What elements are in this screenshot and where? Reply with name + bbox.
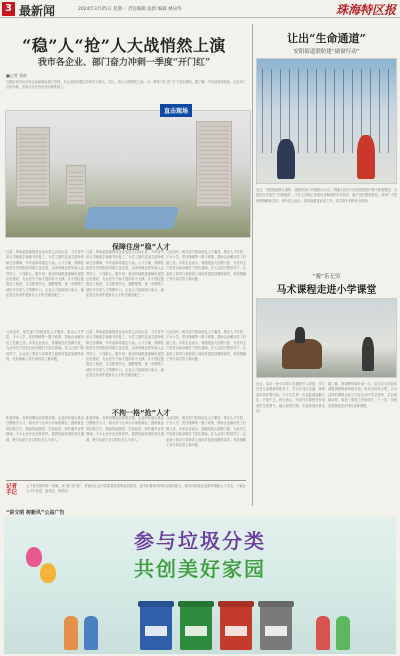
- right-bottom-body: 据了解，该课程每周开设一次，由专业马术俱乐部提供教练和场地支持。家长们纷纷点赞，认为这样的课程让孩子们在运动中学会坚持、学会照顾动物，收获了课堂之外的成长。下一步，学校还将探索更多特色体育课程。: [328, 382, 397, 408]
- building-shape: [196, 121, 232, 207]
- body-column: 日前，珠海某智能制造企业负责人告诉记者，今年春节前公司就着手谋划节后复工，为员工提供往返交通补贴和住房保障，节后返岗率超过九成。人才公寓、保障性租赁住房等配套设施日益完善，让来珠就业的年轻人住得安心、干得舒心。据介绍，我市持续推进保障性租赁住房建设，为企业引才留才提供有力支撑。多个园区配建员工宿舍，生活配套齐全，通勤便利，进一步增强了城市对各类人才的吸引力。企业人力资源部门表示，稳定的住房条件是留住人才的关键因素之一。: [6, 250, 84, 298]
- child-figure: [64, 616, 78, 650]
- right-bottom-headline: 马术课程走进小学课堂: [276, 285, 377, 296]
- child-figure: [336, 616, 350, 650]
- kitchen-waste-bin: [180, 606, 212, 650]
- child-figure: [316, 616, 330, 650]
- body-column: 与此同时，相关部门持续优化人才服务，推出人才安居、子女入学、医疗保障等一揽子政策，帮助企业解决员工后顾之忧。多家企业表示，将继续加大招聘力度，为全年生产经营目标冲刺打下坚实基础。在人社部门的指导下，企业用工需求与求职者之间的对接更加精准高效，有效缓解了部分岗位招工难问题。: [166, 416, 246, 448]
- body-column: 与此同时，相关部门持续优化人才服务，推出人才安居、子女入学、医疗保障等一揽子政策，帮助企业解决员工后顾之忧。多家企业表示，将继续加大招聘力度，为全年生产经营目标冲刺打下坚实基础。在人社部门的指导下，企业用工需求与求职者之间的对接更加精准高效，有效缓解了部分岗位招工难问题。: [166, 330, 246, 362]
- rider-figure: [295, 327, 305, 343]
- hazardous-bin: [220, 606, 252, 650]
- garbage-sorting-banner: [4, 517, 396, 654]
- banner-headline-2: 共创美好家园: [134, 557, 266, 581]
- body-column: 新春伊始，各地招聘活动密集开展，企业纷纷拿出真金白银吸引人才。我市多个区举办专场招聘会，提供就业岗位数万个，涵盖智能制造、生物医药、现代服务业等领域。不少企业开出优厚条件，提供技能培训和晋升通道，吸引应届毕业生和技术人才加入。: [6, 416, 84, 442]
- right-top-headline: 让出“生命通道”: [287, 32, 366, 45]
- masthead-logo: 珠海特区报: [335, 3, 396, 17]
- coach-figure: [362, 337, 374, 371]
- reporter-note-text: 人才是发展的第一资源。从“稳”到“抢”，折射出企业对高质量发展的迫切需求，也考验着城市的综合服务能力。唯有持续优化营商环境和人才生态，才能让人才引得进、留得住、用得好。: [26, 484, 246, 494]
- building-shape: [16, 127, 50, 207]
- body-column: 日前，珠海某智能制造企业负责人告诉记者，今年春节前公司就着手谋划节后复工，为员工提供往返交通补贴和住房保障，节后返岗率超过九成。人才公寓、保障性租赁住房等配套设施日益完善，让来珠就业的年轻人住得安心、干得舒心。据介绍，我市持续推进保障性租赁住房建设，为企业引才留才提供有力支撑。多个园区配建员工宿舍，生活配套齐全，通勤便利，进一步增强了城市对各类人才的吸引力。企业人力资源部门表示，稳定的住房条件是留住人才的关键因素之一。: [86, 330, 164, 378]
- worker-figure: [277, 139, 295, 179]
- reporter-note: [6, 480, 246, 506]
- header-meta: 2024年3月25日 星期一 责任编辑 张群 编辑 林泉华: [78, 7, 182, 12]
- main-headline: “稳”人“抢”人大战悄然上演: [22, 36, 226, 55]
- subhead-housing: 保障住房“稳”人才: [112, 243, 171, 251]
- body-column: 与此同时，相关部门持续优化人才服务，推出人才安居、子女入学、医疗保障等一揽子政策，帮助企业解决员工后顾之忧。多家企业表示，将继续加大招聘力度，为全年生产经营目标冲刺打下坚实基础。在人社部门的指导下，企业用工需求与求职者之间的对接更加精准高效，有效缓解了部分岗位招工难问题。: [6, 330, 84, 362]
- body-column: 新春伊始，各地招聘活动密集开展，企业纷纷拿出真金白银吸引人才。我市多个区举办专场招聘会，提供就业岗位数万个，涵盖智能制造、生物医药、现代服务业等领域。不少企业开出优厚条件，提供技能培训和晋升通道，吸引应届毕业生和技术人才加入。: [86, 416, 164, 442]
- section-name: 最新闻: [19, 4, 56, 18]
- other-waste-bin: [260, 606, 292, 650]
- child-figure: [84, 616, 98, 650]
- horse-shape: [282, 339, 322, 369]
- lead-paragraph: 近期记者走访多家企业和职能部门发现，各企业纷纷通过多种方式留人、招人，抢人大战悄然上演，为一季度“开门红”打下坚实基础。据了解，节后返岗率较高，企业用工总体平稳，但部分行业仍存在结构性缺工。: [6, 80, 246, 90]
- pool-shape: [83, 207, 179, 229]
- main-photo: [5, 110, 251, 238]
- main-subheadline: 我市各企业、部门奋力冲刺一季度“开门红”: [37, 58, 211, 68]
- right-top-body: 近日，安阳街道联合消防、城管等部门开展联合行动，对辖区老旧小区防盗网进行集中排查整治，为居民打开逃生“生命通道”。工作人员耐心向居民讲解消防安全知识，逐户登记整改情况，得到广大居民的理解和支持。该负责人表示，将持续推进此项工作，切实筑牢消防安全防线。: [256, 188, 397, 203]
- recyclable-bin: [140, 606, 172, 650]
- reporter-note-label: 记者手记: [6, 484, 18, 496]
- photo-tag: 直击现场: [160, 104, 192, 117]
- subhead-recruit: 不拘一格“抢”人才: [112, 409, 171, 417]
- right-bottom-body: 近日，本市一所小学将马术课程引入校园，学生们在专业教练的指导下，学习与马匹沟通、骑乘基本动作等内容。不少学生第一次近距离接触马匹，兴奋不已。校方表示，开设马术课程旨在培养学生的勇气、耐心和责任感，丰富校园体育活动。: [256, 382, 325, 414]
- column-divider: [252, 24, 253, 506]
- page-header: [0, 0, 400, 18]
- horse-riding-photo: [256, 298, 397, 378]
- building-shape: [66, 165, 86, 205]
- byline: ■记者 张群: [6, 73, 28, 78]
- window-grille-photo: [256, 58, 397, 184]
- banner-caption: “讲文明 树新风”公益广告: [6, 510, 65, 516]
- page-number: 3: [2, 2, 15, 16]
- worker-figure: [357, 135, 375, 179]
- body-column: 与此同时，相关部门持续优化人才服务，推出人才安居、子女入学、医疗保障等一揽子政策，帮助企业解决员工后顾之忧。多家企业表示，将继续加大招聘力度，为全年生产经营目标冲刺打下坚实基础。在人社部门的指导下，企业用工需求与求职者之间的对接更加精准高效，有效缓解了部分岗位招工难问题。: [166, 250, 246, 282]
- banner-headline-1: 参与垃圾分类: [134, 529, 266, 553]
- right-top-subheadline: 安阳街道联防建“破窗行动”: [293, 49, 360, 55]
- right-bottom-kicker: “骑”乐无穷: [312, 274, 341, 280]
- body-column: 日前，珠海某智能制造企业负责人告诉记者，今年春节前公司就着手谋划节后复工，为员工提供往返交通补贴和住房保障，节后返岗率超过九成。人才公寓、保障性租赁住房等配套设施日益完善，让来珠就业的年轻人住得安心、干得舒心。据介绍，我市持续推进保障性租赁住房建设，为企业引才留才提供有力支撑。多个园区配建员工宿舍，生活配套齐全，通勤便利，进一步增强了城市对各类人才的吸引力。企业人力资源部门表示，稳定的住房条件是留住人才的关键因素之一。: [86, 250, 164, 298]
